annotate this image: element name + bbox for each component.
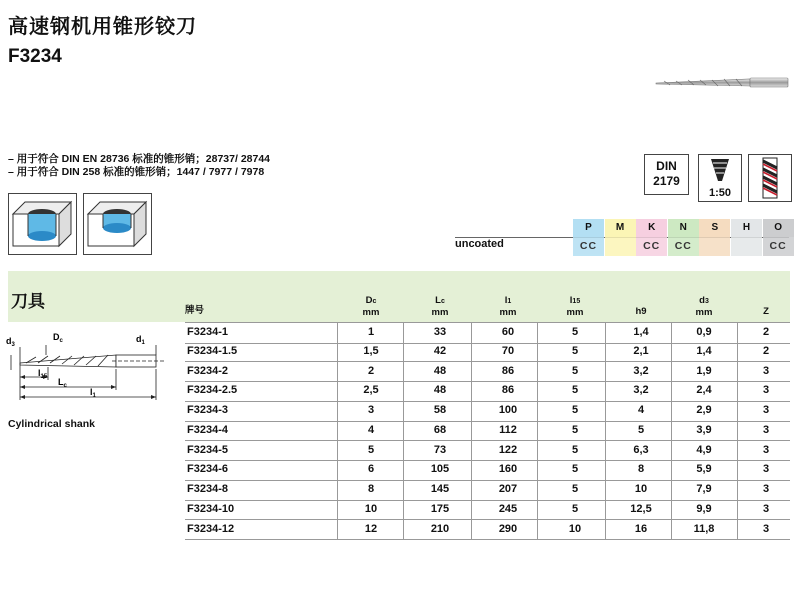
column-divider [737, 323, 738, 343]
cell-z: 3 [762, 364, 770, 377]
cell-d3: 7,9 [696, 483, 712, 495]
column-divider [403, 441, 404, 461]
cell-l1: 60 [501, 326, 515, 338]
cell-l1: 86 [501, 384, 515, 397]
application-note: – 用于符合 DIN EN 28736 标准的锥形销；28737/ 28744 [8, 153, 271, 165]
cell-h9: 3,2 [633, 364, 649, 377]
column-divider [605, 342, 606, 362]
column-divider [605, 460, 606, 480]
column-divider [337, 500, 338, 520]
cell-z: 3 [762, 384, 770, 397]
column-divider [537, 401, 538, 421]
column-divider [403, 342, 404, 362]
taper-ratio-badge [698, 154, 742, 202]
column-divider [605, 323, 606, 343]
column-divider [737, 441, 738, 461]
cell-code: F3234-5 [187, 443, 228, 456]
cell-d3: 5,9 [696, 463, 712, 476]
cell-h9: 12,5 [630, 502, 652, 515]
table-row [185, 520, 790, 541]
cell-code: F3234-10 [187, 502, 235, 515]
cell-z: 3 [762, 404, 770, 416]
column-divider [337, 362, 338, 382]
cell-z: 3 [762, 483, 770, 495]
cell-lc: 48 [433, 384, 447, 397]
cell-lc: 33 [433, 326, 447, 338]
column-divider [471, 342, 472, 362]
material-column-h [731, 219, 762, 256]
material-column-m [605, 219, 636, 256]
material-code: S [699, 219, 730, 237]
column-divider [537, 480, 538, 500]
drawing-label-d1: $d_1$ [136, 334, 145, 346]
page-title: 高速钢机用锥形铰刀 [8, 16, 197, 38]
cell-l1: 70 [501, 344, 515, 357]
table-row [185, 322, 790, 344]
cell-l15: 5 [571, 364, 579, 377]
cell-l15: 5 [571, 384, 579, 397]
column-divider [671, 381, 672, 401]
cell-d3: 3,9 [696, 423, 712, 436]
cell-h9: 10 [634, 483, 648, 495]
cell-lc: 68 [433, 423, 447, 436]
drawing-label-d3: $d_3$ [6, 336, 15, 348]
cell-z: 3 [762, 522, 770, 535]
material-code: M [605, 219, 636, 237]
column-divider [403, 460, 404, 480]
column-divider [337, 401, 338, 421]
cell-d3: 4,9 [696, 443, 712, 456]
cell-code: F3234-12 [187, 522, 235, 535]
col-header-code: 牌号 [185, 305, 205, 316]
cell-dc: 1 [367, 326, 375, 338]
material-code: O [763, 219, 794, 237]
column-divider [471, 460, 472, 480]
cell-lc: 210 [430, 522, 450, 535]
cell-l15: 5 [571, 423, 579, 436]
column-divider [403, 480, 404, 500]
col-header-l1: l1 mm [499, 295, 517, 318]
cell-l1: 100 [498, 404, 518, 416]
cell-l15: 5 [571, 463, 579, 476]
column-divider [671, 520, 672, 540]
cell-z: 3 [762, 463, 770, 476]
cell-lc: 105 [430, 463, 450, 476]
column-divider [537, 323, 538, 343]
column-divider [671, 441, 672, 461]
cell-l1: 245 [498, 502, 518, 515]
column-divider [605, 362, 606, 382]
drawing-label-dc: $D_c$ [53, 332, 63, 344]
cell-z: 3 [762, 443, 770, 456]
cell-code: F3234-4 [187, 423, 228, 436]
cell-d3: 0,9 [696, 326, 712, 338]
table-row [185, 480, 790, 501]
column-divider [337, 323, 338, 343]
cell-l15: 5 [571, 502, 579, 515]
cell-code: F3234-1 [187, 326, 228, 338]
cell-dc: 2 [367, 364, 375, 377]
col-header-z: Z [763, 306, 769, 317]
cell-dc: 1,5 [363, 344, 379, 357]
cell-l1: 122 [498, 443, 518, 456]
din-standard-badge [644, 154, 689, 195]
material-code: P [573, 219, 604, 237]
drawing-label-l15: $l_{15}$ [38, 368, 48, 380]
material-suitability: CC [763, 237, 794, 256]
cell-z: 2 [762, 326, 770, 338]
cell-dc: 8 [367, 483, 375, 495]
column-divider [537, 421, 538, 441]
cell-l15: 5 [571, 404, 579, 416]
column-divider [537, 362, 538, 382]
column-divider [471, 441, 472, 461]
column-divider [471, 421, 472, 441]
column-divider [605, 500, 606, 520]
material-column-n [668, 219, 699, 256]
drawing-label-lc: $L_c$ [58, 377, 67, 389]
column-divider [537, 441, 538, 461]
column-divider [737, 421, 738, 441]
column-divider [737, 381, 738, 401]
column-divider [737, 520, 738, 540]
shank-type-label: Cylindrical shank [8, 418, 95, 430]
material-column-p [573, 219, 604, 256]
cell-d3: 9,9 [696, 502, 712, 515]
column-divider [471, 480, 472, 500]
cell-code: F3234-8 [187, 483, 228, 495]
cell-l15: 5 [571, 443, 579, 456]
cell-l1: 160 [498, 463, 518, 476]
cell-h9: 5 [637, 423, 645, 436]
spiral-flute-icon [749, 155, 791, 201]
column-divider [537, 342, 538, 362]
cell-dc: 6 [367, 463, 375, 476]
cell-lc: 42 [433, 344, 447, 357]
material-code: N [668, 219, 699, 237]
drawing-label-l1: $l_1$ [90, 387, 96, 399]
coating-label: uncoated [455, 238, 504, 250]
cell-d3: 11,8 [693, 522, 715, 535]
application-note: – 用于符合 DIN 258 标准的锥形销；1447 / 7977 / 7978 [8, 166, 265, 178]
cell-d3: 1,4 [696, 344, 712, 357]
table-row [185, 401, 790, 422]
cell-code: F3234-2 [187, 364, 228, 377]
column-divider [737, 342, 738, 362]
din-label: DIN [656, 159, 677, 173]
cell-l1: 207 [498, 483, 518, 495]
cell-l15: 5 [571, 483, 579, 495]
column-divider [537, 381, 538, 401]
cell-h9: 1,4 [633, 326, 649, 338]
cell-l1: 86 [501, 364, 515, 377]
cell-l15: 10 [568, 522, 582, 535]
column-divider [337, 441, 338, 461]
material-column-o [763, 219, 794, 256]
reamer-technical-drawing [6, 325, 181, 407]
cell-h9: 2,1 [633, 344, 649, 357]
cell-z: 3 [762, 423, 770, 436]
material-column-s [699, 219, 730, 256]
din-number: 2179 [653, 174, 680, 188]
column-divider [605, 520, 606, 540]
cell-l1: 112 [499, 423, 517, 436]
column-divider [403, 362, 404, 382]
column-divider [471, 381, 472, 401]
column-divider [671, 460, 672, 480]
column-divider [605, 441, 606, 461]
blind-hole-icon [83, 193, 152, 255]
column-divider [471, 362, 472, 382]
cell-l1: 290 [498, 522, 518, 535]
cell-l15: 5 [571, 344, 579, 357]
cell-l15: 5 [571, 326, 579, 338]
cell-dc: 4 [367, 423, 375, 436]
column-divider [471, 323, 472, 343]
material-column-k [636, 219, 667, 256]
column-divider [403, 323, 404, 343]
cell-d3: 2,4 [696, 384, 712, 397]
section-title: 刀具 [11, 292, 45, 311]
cell-h9: 3,2 [633, 384, 649, 397]
column-divider [737, 460, 738, 480]
table-row [185, 381, 790, 402]
through-hole-icon [8, 193, 77, 255]
material-suitability [605, 237, 636, 256]
cell-z: 3 [762, 502, 770, 515]
cell-h9: 6,3 [633, 443, 649, 456]
cell-h9: 8 [637, 463, 645, 476]
column-divider [337, 480, 338, 500]
col-header-lc: Lc mm [431, 295, 449, 318]
column-divider [605, 421, 606, 441]
col-header-dc: Dc mm [362, 295, 380, 318]
material-code: K [636, 219, 667, 237]
column-divider [737, 480, 738, 500]
column-divider [471, 520, 472, 540]
cell-h9: 4 [637, 404, 645, 416]
column-divider [537, 500, 538, 520]
col-header-h9: h9 [635, 306, 647, 317]
cell-dc: 3 [367, 404, 375, 416]
column-divider [671, 323, 672, 343]
column-divider [403, 381, 404, 401]
cell-dc: 2,5 [363, 384, 379, 397]
material-code: H [731, 219, 762, 237]
cell-h9: 16 [634, 522, 648, 535]
column-divider [537, 460, 538, 480]
material-suitability [699, 237, 730, 256]
table-row [185, 362, 790, 383]
column-divider [737, 362, 738, 382]
cell-code: F3234-2.5 [187, 384, 238, 397]
table-row [185, 342, 790, 363]
cell-d3: 2,9 [696, 404, 712, 416]
taper-ratio: 1:50 [708, 187, 732, 199]
cell-lc: 145 [430, 483, 450, 495]
material-suitability [731, 237, 762, 256]
column-divider [403, 500, 404, 520]
reamer-product-image [654, 74, 790, 90]
cell-code: F3234-6 [187, 463, 228, 476]
column-divider [537, 520, 538, 540]
col-header-l15: l15 mm [566, 295, 584, 318]
cell-d3: 1,9 [696, 364, 712, 377]
column-divider [403, 520, 404, 540]
cell-lc: 58 [433, 404, 447, 416]
cell-code: F3234-3 [187, 404, 228, 416]
material-suitability: CC [636, 237, 667, 256]
column-divider [671, 421, 672, 441]
column-divider [337, 342, 338, 362]
column-divider [671, 480, 672, 500]
column-divider [671, 500, 672, 520]
cell-code: F3234-1.5 [187, 344, 238, 357]
application-notes [8, 153, 270, 179]
cell-dc: 5 [367, 443, 375, 456]
column-divider [403, 421, 404, 441]
table-row [185, 441, 790, 462]
table-header-band [8, 271, 790, 322]
col-header-d3: d3 mm [695, 295, 713, 318]
column-divider [737, 500, 738, 520]
cell-dc: 10 [364, 502, 378, 515]
column-divider [337, 381, 338, 401]
table-row [185, 500, 790, 521]
taper-icon [699, 155, 741, 185]
column-divider [337, 520, 338, 540]
cell-lc: 175 [430, 502, 450, 515]
column-divider [403, 401, 404, 421]
column-divider [605, 381, 606, 401]
product-code: F3234 [8, 46, 62, 67]
column-divider [471, 500, 472, 520]
flute-badge [748, 154, 792, 202]
column-divider [337, 421, 338, 441]
column-divider [337, 460, 338, 480]
column-divider [671, 342, 672, 362]
material-suitability: CC [668, 237, 699, 256]
cell-lc: 73 [433, 443, 447, 456]
cell-lc: 48 [433, 364, 447, 377]
column-divider [671, 401, 672, 421]
material-suitability: CC [573, 237, 604, 256]
column-divider [471, 401, 472, 421]
column-divider [671, 362, 672, 382]
column-divider [605, 401, 606, 421]
cell-dc: 12 [364, 522, 378, 535]
table-row [185, 421, 790, 442]
cell-z: 2 [762, 344, 770, 357]
column-divider [737, 401, 738, 421]
table-row [185, 460, 790, 481]
column-divider [605, 480, 606, 500]
